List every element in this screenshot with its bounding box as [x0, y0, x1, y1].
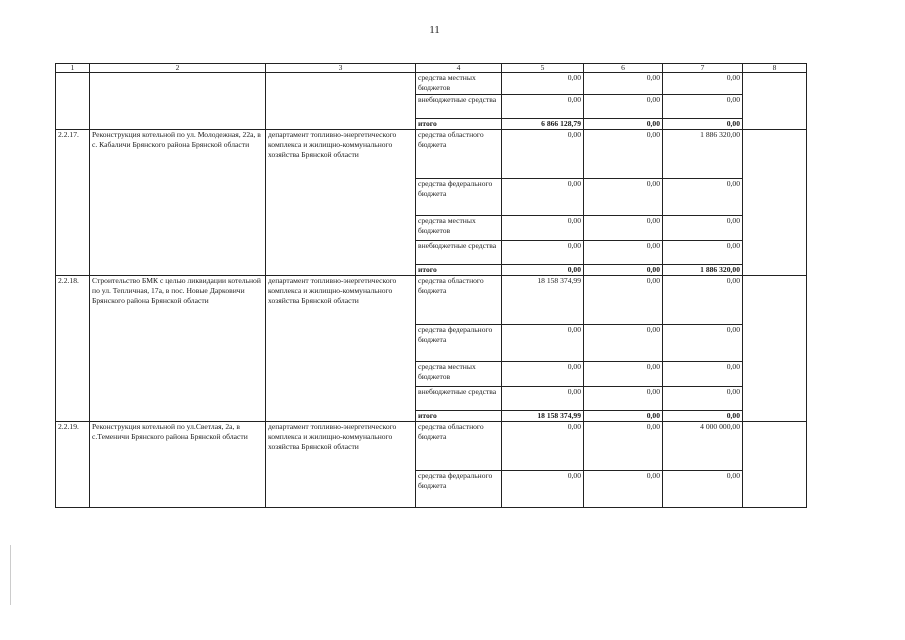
amount-col6: 0,00: [584, 73, 663, 95]
amount-col7: 1 886 320,00: [663, 265, 743, 276]
amount-col6: 0,00: [584, 179, 663, 216]
amount-col6: 0,00: [584, 422, 663, 471]
amount-col7: 0,00: [663, 95, 743, 119]
funding-source: средства федерального бюджета: [416, 471, 502, 508]
funding-source: средства местных бюджетов: [416, 362, 502, 387]
amount-col6: 0,00: [584, 411, 663, 422]
project-executor: департамент топливно-энергетического комплекса и жилищно-коммунального хозяйства Брянской области: [266, 422, 416, 508]
funding-source: средства местных бюджетов: [416, 73, 502, 95]
amount-col5: 18 158 374,99: [502, 411, 584, 422]
amount-col6: 0,00: [584, 362, 663, 387]
project-name: Реконструкция котельной по ул.Светлая, 2а, в с.Теменичи Брянского района Брянской области: [90, 422, 266, 508]
executor-cell: [266, 73, 416, 130]
amount-col6: 0,00: [584, 265, 663, 276]
index-cell: [56, 73, 90, 130]
amount-col6: 0,00: [584, 130, 663, 179]
funding-source: внебюджетные средства: [416, 95, 502, 119]
project-index: 2.2.17.: [56, 130, 90, 276]
amount-col7: 0,00: [663, 387, 743, 411]
amount-col7: 0,00: [663, 362, 743, 387]
table-row: [56, 422, 807, 471]
amount-col7: 0,00: [663, 73, 743, 95]
amount-col7: 0,00: [663, 216, 743, 241]
funding-source: итого: [416, 265, 502, 276]
note-cell: [743, 130, 807, 276]
amount-col6: 0,00: [584, 471, 663, 508]
funding-source: внебюджетные средства: [416, 387, 502, 411]
amount-col5: 0,00: [502, 130, 584, 179]
amount-col5: 0,00: [502, 73, 584, 95]
amount-col5: 0,00: [502, 216, 584, 241]
project-name: Реконструкция котельной по ул. Молодежная, 22а, в с. Кабаличи Брянского района Брянской области: [90, 130, 266, 276]
column-header: 6: [584, 64, 663, 73]
amount-col5: 0,00: [502, 241, 584, 265]
amount-col7: 0,00: [663, 325, 743, 362]
amount-col5: 0,00: [502, 265, 584, 276]
scan-artifact: [10, 545, 11, 605]
amount-col6: 0,00: [584, 276, 663, 325]
column-header: 8: [743, 64, 807, 73]
note-cell: [743, 73, 807, 130]
column-header: 5: [502, 64, 584, 73]
amount-col5: 0,00: [502, 362, 584, 387]
table-row: [56, 73, 807, 95]
funding-source: средства областного бюджета: [416, 422, 502, 471]
column-header: 1: [56, 64, 90, 73]
amount-col6: 0,00: [584, 325, 663, 362]
column-header: 7: [663, 64, 743, 73]
page-number: 11: [429, 24, 440, 36]
funding-source: средства местных бюджетов: [416, 216, 502, 241]
amount-col7: 0,00: [663, 411, 743, 422]
funding-source: итого: [416, 119, 502, 130]
amount-col5: 0,00: [502, 387, 584, 411]
note-cell: [743, 422, 807, 508]
amount-col7: 0,00: [663, 471, 743, 508]
amount-col5: 0,00: [502, 422, 584, 471]
budget-table: [55, 63, 807, 508]
column-header: 4: [416, 64, 502, 73]
amount-col5: 0,00: [502, 325, 584, 362]
amount-col5: 18 158 374,99: [502, 276, 584, 325]
amount-col5: 6 866 128,79: [502, 119, 584, 130]
funding-source: средства федерального бюджета: [416, 325, 502, 362]
amount-col6: 0,00: [584, 95, 663, 119]
amount-col5: 0,00: [502, 471, 584, 508]
table-row: [56, 276, 807, 325]
project-index: 2.2.18.: [56, 276, 90, 422]
funding-source: средства областного бюджета: [416, 276, 502, 325]
funding-source: средства федерального бюджета: [416, 179, 502, 216]
column-header: 2: [90, 64, 266, 73]
amount-col7: 0,00: [663, 179, 743, 216]
amount-col7: 1 886 320,00: [663, 130, 743, 179]
amount-col7: 0,00: [663, 241, 743, 265]
column-number-row: [56, 64, 807, 73]
amount-col7: 0,00: [663, 276, 743, 325]
amount-col7: 4 000 000,00: [663, 422, 743, 471]
table-row: [56, 130, 807, 179]
amount-col5: 0,00: [502, 179, 584, 216]
project-executor: департамент топливно-энергетического комплекса и жилищно-коммунального хозяйства Брянской области: [266, 276, 416, 422]
project-name-cell: [90, 73, 266, 130]
amount-col6: 0,00: [584, 119, 663, 130]
amount-col7: 0,00: [663, 119, 743, 130]
note-cell: [743, 276, 807, 422]
funding-source: внебюджетные средства: [416, 241, 502, 265]
amount-col6: 0,00: [584, 241, 663, 265]
project-index: 2.2.19.: [56, 422, 90, 508]
amount-col6: 0,00: [584, 216, 663, 241]
amount-col6: 0,00: [584, 387, 663, 411]
column-header: 3: [266, 64, 416, 73]
funding-source: итого: [416, 411, 502, 422]
project-executor: департамент топливно-энергетического комплекса и жилищно-коммунального хозяйства Брянской области: [266, 130, 416, 276]
project-name: Строительство БМК с целью ликвидации котельной по ул. Тепличная, 17а, в пос. Новые Дарковичи Брянского района Брянской области: [90, 276, 266, 422]
amount-col5: 0,00: [502, 95, 584, 119]
funding-source: средства областного бюджета: [416, 130, 502, 179]
